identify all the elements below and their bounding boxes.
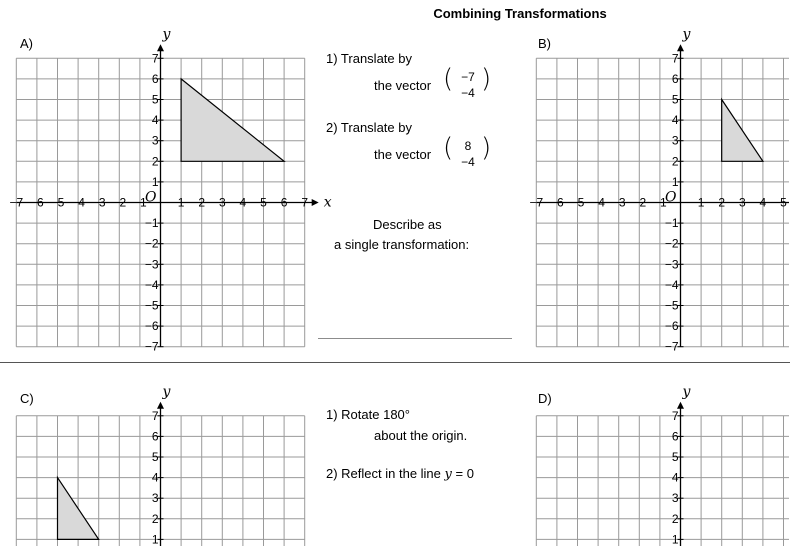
A-x-tick-label: −6 xyxy=(30,195,44,210)
B-y-tick-label: 5 xyxy=(671,92,679,107)
C-y-tick-label: 5 xyxy=(151,450,159,464)
B-x-tick-label: 2 xyxy=(718,195,726,210)
B-x-tick-label: −5 xyxy=(570,195,585,210)
C-y-tick-label: 1 xyxy=(151,532,159,547)
A-x-tick-label: −1 xyxy=(133,195,147,210)
A-x-tick-label: 7 xyxy=(301,195,309,210)
B-x-tick-label: −3 xyxy=(611,195,626,210)
A-y-tick-label: 6 xyxy=(151,71,159,86)
D-y-axis-label: y xyxy=(682,383,691,400)
B-x-tick-label: 5 xyxy=(780,195,787,210)
A-y-tick-label: 2 xyxy=(151,154,159,169)
B-y-tick-label: 4 xyxy=(671,113,679,128)
B-y-tick-label: 7 xyxy=(671,51,679,66)
a-step1-text: 1) Translate by xyxy=(326,51,412,66)
A-y-tick-label: −7 xyxy=(144,339,159,354)
B-x-tick-label: −4 xyxy=(591,195,605,210)
B-y-tick-label: 6 xyxy=(671,71,679,86)
B-y-tick-label: −7 xyxy=(664,339,679,354)
A-x-tick-label: 6 xyxy=(280,195,288,210)
a-step2-text: 2) Translate by xyxy=(326,120,412,135)
A-x-tick-label: −4 xyxy=(71,195,85,210)
B-x-tick-label: −6 xyxy=(550,195,564,210)
a-vector-1-top: −7 xyxy=(461,70,475,84)
D-y-tick-label: 7 xyxy=(671,408,679,423)
C-y-axis-label: y xyxy=(162,383,171,400)
A-y-tick-label: 7 xyxy=(151,51,159,66)
c-step1-sub: about the origin. xyxy=(374,428,468,443)
A-x-tick-label: 3 xyxy=(218,195,226,210)
a-vector-2: ( 8 −4 ) xyxy=(443,133,492,169)
A-y-tick-label: 5 xyxy=(151,92,159,107)
a-describe-line1: Describe as xyxy=(373,217,442,232)
D-y-tick-label: 4 xyxy=(671,470,679,485)
A-y-tick-label: −2 xyxy=(144,236,159,251)
A-origin-label: O xyxy=(145,189,157,206)
C-y-tick-label: 6 xyxy=(151,429,159,444)
worksheet-title: Combining Transformations xyxy=(433,6,607,21)
a-describe-line2: a single transformation: xyxy=(334,237,470,252)
B-x-tick-label: −1 xyxy=(653,195,667,210)
A-x-tick-label: 1 xyxy=(177,195,185,210)
c-step2-prefix: 2) Reflect in the line xyxy=(326,466,441,481)
D-y-tick-label: 1 xyxy=(671,532,679,547)
c-step1-text: 1) Rotate 180° xyxy=(326,407,410,422)
B-y-tick-label: −1 xyxy=(664,216,679,231)
D-y-tick-label: 5 xyxy=(671,450,679,464)
A-x-tick-label: −3 xyxy=(91,195,106,210)
B-y-tick-label: −4 xyxy=(664,277,679,292)
a-vector-1: ( −7 −4 ) xyxy=(443,64,492,100)
B-x-tick-label: 4 xyxy=(759,195,767,210)
B-y-tick-label: −5 xyxy=(664,298,679,313)
A-x-tick-label: −7 xyxy=(9,195,24,210)
A-y-tick-label: −4 xyxy=(144,277,159,292)
B-x-tick-label: −2 xyxy=(632,195,647,210)
question-a-label: A) xyxy=(20,36,33,51)
B-y-axis-label: y xyxy=(682,26,691,43)
A-y-tick-label: −3 xyxy=(144,257,159,272)
B-y-tick-label: 3 xyxy=(671,133,679,148)
B-y-tick-label: 2 xyxy=(671,154,679,169)
B-y-tick-label: −3 xyxy=(664,257,679,272)
C-y-tick-label: 3 xyxy=(151,491,159,506)
B-x-tick-label: −7 xyxy=(529,195,544,210)
a-step1-sub: the vector xyxy=(374,78,432,93)
A-x-tick-label: −5 xyxy=(50,195,65,210)
D-y-arrow xyxy=(677,402,684,409)
B-y-tick-label: 1 xyxy=(671,174,679,189)
a-vector-1-bottom: −4 xyxy=(461,86,475,100)
D-y-tick-label: 6 xyxy=(671,429,679,444)
a-vector-2-bottom: −4 xyxy=(461,155,475,169)
A-y-tick-label: 4 xyxy=(151,113,159,128)
B-x-tick-label: 3 xyxy=(738,195,746,210)
question-c-label: C) xyxy=(20,391,34,406)
B-x-tick-label: 1 xyxy=(697,195,705,210)
B-y-tick-label: −6 xyxy=(664,319,679,334)
C-y-tick-label: 2 xyxy=(151,511,159,526)
C-y-tick-label: 4 xyxy=(151,470,159,485)
B-y-tick-label: −2 xyxy=(664,236,679,251)
A-y-tick-label: 1 xyxy=(151,174,159,189)
C-y-tick-label: 7 xyxy=(151,408,159,423)
question-b-label: B) xyxy=(538,36,551,51)
A-y-tick-label: −1 xyxy=(144,216,159,231)
A-x-tick-label: 2 xyxy=(198,195,206,210)
D-y-tick-label: 3 xyxy=(671,491,679,506)
A-y-tick-label: −5 xyxy=(144,298,159,313)
D-y-tick-label: 2 xyxy=(671,511,679,526)
A-y-tick-label: 3 xyxy=(151,133,159,148)
A-x-tick-label: 5 xyxy=(260,195,267,210)
B-origin-label: O xyxy=(665,189,677,206)
question-d-label: D) xyxy=(538,391,552,406)
c-step2-variable: y xyxy=(444,467,452,482)
A-x-axis-label: x xyxy=(323,194,332,211)
A-y-axis-label: y xyxy=(162,26,171,43)
A-x-tick-label: −2 xyxy=(112,195,127,210)
A-x-tick-label: 4 xyxy=(239,195,247,210)
A-y-tick-label: −6 xyxy=(144,319,159,334)
a-vector-2-top: 8 xyxy=(464,139,472,153)
a-step2-sub: the vector xyxy=(374,147,432,162)
c-step2-suffix: = 0 xyxy=(455,466,474,481)
